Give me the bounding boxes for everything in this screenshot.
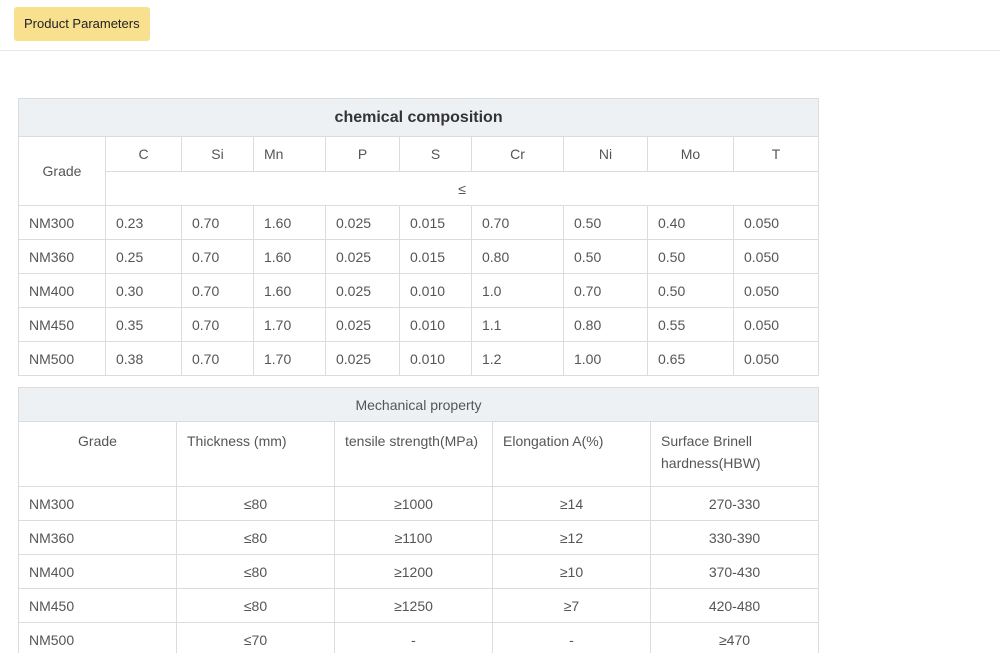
tab-bar [0,0,1000,51]
value-cell: 0.70 [182,308,254,342]
value-cell: ≤80 [177,487,335,521]
grade-cell: NM500 [19,623,177,653]
value-cell: 420-480 [651,589,819,623]
table-row [19,206,819,240]
value-cell: ≥470 [651,623,819,653]
value-cell: ≤80 [177,555,335,589]
mechanical-property-title: Mechanical property [19,388,819,422]
table-row [19,240,819,274]
value-cell: 330-390 [651,521,819,555]
element-header: Cr [472,137,564,172]
value-cell: 0.025 [326,308,400,342]
value-cell: ≥1200 [335,555,493,589]
value-cell: - [493,623,651,653]
value-cell: ≥7 [493,589,651,623]
value-cell: 0.015 [400,206,472,240]
value-cell: 1.60 [254,206,326,240]
value-cell: ≥14 [493,487,651,521]
grade-cell: NM500 [19,342,106,376]
element-header: S [400,137,472,172]
value-cell: 0.010 [400,274,472,308]
table-row [19,555,819,589]
value-cell: 0.010 [400,342,472,376]
value-cell: 0.35 [106,308,182,342]
element-header: Mo [648,137,734,172]
value-cell: ≥1000 [335,487,493,521]
value-cell: 1.60 [254,240,326,274]
element-header: P [326,137,400,172]
value-cell: 0.65 [648,342,734,376]
value-cell: 1.1 [472,308,564,342]
element-header: Mn [254,137,326,172]
value-cell: 270-330 [651,487,819,521]
value-cell: 0.30 [106,274,182,308]
value-cell: 0.70 [182,240,254,274]
element-header: T [734,137,819,172]
table-row [19,274,819,308]
value-cell: 0.70 [564,274,648,308]
value-cell: ≥12 [493,521,651,555]
value-cell: 0.50 [648,274,734,308]
value-cell: ≤80 [177,589,335,623]
element-header: Ni [564,137,648,172]
table-row [19,589,819,623]
value-cell: 0.050 [734,240,819,274]
grade-cell: NM450 [19,308,106,342]
value-cell: 1.70 [254,308,326,342]
element-header: Si [182,137,254,172]
thickness-header: Thickness (mm) [177,422,335,487]
value-cell: 0.70 [472,206,564,240]
table-row [19,308,819,342]
mechanical-property-table [18,387,819,653]
table-row [19,487,819,521]
tab-product-parameters[interactable]: Product Parameters [14,7,150,41]
elongation-header: Elongation A(%) [493,422,651,487]
value-cell: 0.70 [182,342,254,376]
table-row [19,342,819,376]
grade-cell: NM300 [19,487,177,521]
value-cell: 0.025 [326,274,400,308]
value-cell: 0.25 [106,240,182,274]
value-cell: 1.2 [472,342,564,376]
value-cell: 0.40 [648,206,734,240]
value-cell: - [335,623,493,653]
value-cell: 0.050 [734,206,819,240]
grade-cell: NM360 [19,521,177,555]
value-cell: 0.025 [326,342,400,376]
value-cell: 0.025 [326,206,400,240]
grade-cell: NM450 [19,589,177,623]
chemical-composition-table [18,98,819,376]
value-cell: 0.70 [182,206,254,240]
value-cell: 0.55 [648,308,734,342]
value-cell: 1.00 [564,342,648,376]
grade-header: Grade [19,137,106,206]
chemical-composition-title: chemical composition [19,99,819,137]
grade-cell: NM360 [19,240,106,274]
value-cell: 0.010 [400,308,472,342]
value-cell: 0.025 [326,240,400,274]
tensile-strength-header: tensile strength(MPa) [335,422,493,487]
value-cell: ≥1250 [335,589,493,623]
value-cell: 0.50 [648,240,734,274]
value-cell: 0.050 [734,342,819,376]
value-cell: ≤70 [177,623,335,653]
element-header: C [106,137,182,172]
grade-cell: NM400 [19,274,106,308]
grade-header: Grade [19,422,177,487]
value-cell: 1.70 [254,342,326,376]
value-cell: 0.70 [182,274,254,308]
value-cell: 370-430 [651,555,819,589]
grade-cell: NM400 [19,555,177,589]
value-cell: ≤80 [177,521,335,555]
value-cell: ≥10 [493,555,651,589]
grade-cell: NM300 [19,206,106,240]
value-cell: 0.050 [734,274,819,308]
table-row [19,623,819,653]
value-cell: 0.23 [106,206,182,240]
value-cell: 0.80 [564,308,648,342]
table-row [19,521,819,555]
value-cell: 1.0 [472,274,564,308]
value-cell: 0.015 [400,240,472,274]
value-cell: ≥1100 [335,521,493,555]
value-cell: 0.38 [106,342,182,376]
limit-symbol: ≤ [106,172,819,206]
value-cell: 0.050 [734,308,819,342]
value-cell: 1.60 [254,274,326,308]
value-cell: 0.50 [564,240,648,274]
hardness-header: Surface Brinell hardness(HBW) [651,422,819,487]
value-cell: 0.80 [472,240,564,274]
value-cell: 0.50 [564,206,648,240]
